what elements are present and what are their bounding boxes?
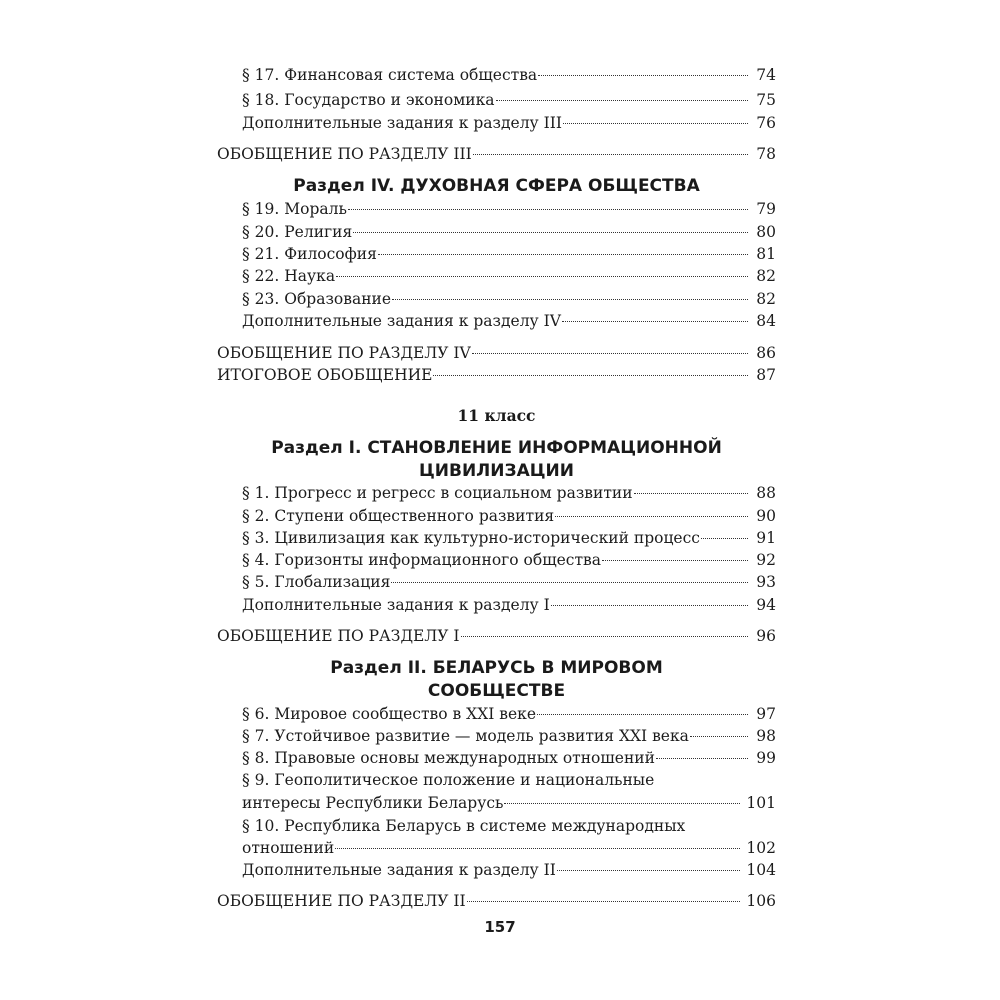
entry-title: Дополнительные задания к разделу IV <box>242 312 561 330</box>
entry-page: 88 <box>756 484 776 502</box>
entry-page: 94 <box>756 596 776 614</box>
grade-heading: 11 класс <box>457 406 536 425</box>
dot-leader <box>392 299 748 300</box>
entry-title: § 19. Мораль <box>242 200 347 218</box>
toc-entry <box>217 342 776 364</box>
entry-title: ОБОБЩЕНИЕ ПО РАЗДЕЛУ II <box>217 892 466 910</box>
entry-title: § 7. Устойчивое развитие — модель развития XXI века <box>242 727 689 745</box>
entry-title: Дополнительные задания к разделу III <box>242 114 562 132</box>
dot-leader <box>538 75 748 76</box>
section-heading-continued: СООБЩЕСТВЕ <box>427 681 566 701</box>
toc-entry <box>217 625 776 647</box>
dot-leader <box>656 758 748 759</box>
entry-title: Дополнительные задания к разделу I <box>242 596 550 614</box>
toc-entry <box>217 890 776 912</box>
toc-entry <box>217 143 776 165</box>
dot-leader <box>378 254 748 255</box>
entry-title: ОБОБЩЕНИЕ ПО РАЗДЕЛУ III <box>217 145 472 163</box>
entry-page: 97 <box>756 705 776 723</box>
entry-page: 75 <box>756 91 776 109</box>
entry-title: отношений <box>242 839 335 857</box>
entry-page: 91 <box>756 529 776 547</box>
dot-leader <box>496 100 748 101</box>
dot-leader <box>504 803 740 804</box>
toc-entry <box>242 703 776 725</box>
entry-title: § 22. Наука <box>242 267 336 285</box>
dot-leader <box>335 848 740 849</box>
entry-page: 84 <box>756 312 776 330</box>
entry-title: § 23. Образование <box>242 290 392 308</box>
dot-leader <box>690 736 748 737</box>
entry-page: 93 <box>756 573 776 591</box>
entry-page: 98 <box>756 727 776 745</box>
section-heading-continued: ЦИВИЛИЗАЦИИ <box>419 461 574 481</box>
toc-entry <box>242 549 776 571</box>
dot-leader <box>634 493 748 494</box>
dot-leader <box>348 209 748 210</box>
entry-page: 86 <box>756 344 776 362</box>
entry-page: 74 <box>756 66 776 84</box>
entry-page: 106 <box>746 892 776 910</box>
toc-entry <box>217 364 776 386</box>
section-heading: Раздел IV. ДУХОВНАЯ СФЕРА ОБЩЕСТВА <box>293 176 700 196</box>
toc-entry <box>242 89 776 111</box>
entry-page: 99 <box>756 749 776 767</box>
entry-page: 101 <box>746 794 776 812</box>
dot-leader <box>555 516 748 517</box>
dot-leader <box>551 605 748 606</box>
entry-title: § 21. Философия <box>242 245 377 263</box>
entry-page: 78 <box>756 145 776 163</box>
toc-entry <box>242 243 776 265</box>
dot-leader <box>391 582 748 583</box>
dot-leader <box>472 353 748 354</box>
entry-page: 81 <box>756 245 776 263</box>
toc-entry <box>242 221 776 243</box>
entry-title: § 20. Религия <box>242 223 353 241</box>
page-number: 157 <box>484 918 516 936</box>
entry-title: § 3. Цивилизация как культурно-исторический процесс <box>242 529 700 547</box>
entry-page: 102 <box>746 839 776 857</box>
entry-title: интересы Республики Беларусь <box>242 794 504 812</box>
entry-title: § 1. Прогресс и регресс в социальном развитии <box>242 484 633 502</box>
dot-leader <box>701 538 748 539</box>
entry-page: 87 <box>756 366 776 384</box>
toc-entry <box>242 527 776 549</box>
toc-entry <box>242 64 776 86</box>
dot-leader <box>562 321 748 322</box>
entry-title: § 17. Финансовая система общества <box>242 66 538 84</box>
toc-entry <box>242 198 776 220</box>
entry-page: 96 <box>756 627 776 645</box>
dot-leader <box>433 375 748 376</box>
entry-page: 90 <box>756 507 776 525</box>
entry-title-line: § 9. Геополитическое положение и национальные <box>242 771 655 789</box>
dot-leader <box>461 636 748 637</box>
entry-title: § 6. Мировое сообщество в XXI веке <box>242 705 537 723</box>
toc-entry <box>242 859 776 881</box>
entry-title-line: § 10. Республика Беларусь в системе международных <box>242 817 686 835</box>
dot-leader <box>467 901 741 902</box>
toc-entry <box>242 505 776 527</box>
entry-title: § 8. Правовые основы международных отношений <box>242 749 655 767</box>
toc-entry <box>242 571 776 593</box>
section-heading: Раздел II. БЕЛАРУСЬ В МИРОВОМ <box>330 658 663 678</box>
toc-entry <box>242 747 776 769</box>
entry-page: 92 <box>756 551 776 569</box>
entry-title: § 4. Горизонты информационного общества <box>242 551 602 569</box>
dot-leader <box>563 123 748 124</box>
dot-leader <box>336 276 748 277</box>
toc-entry <box>242 725 776 747</box>
entry-page: 80 <box>756 223 776 241</box>
dot-leader <box>537 714 748 715</box>
entry-page: 82 <box>756 290 776 308</box>
entry-title: § 5. Глобализация <box>242 573 391 591</box>
toc-entry <box>242 792 776 814</box>
entry-title: § 18. Государство и экономика <box>242 91 495 109</box>
entry-page: 82 <box>756 267 776 285</box>
entry-page: 104 <box>746 861 776 879</box>
dot-leader <box>602 560 748 561</box>
entry-title: ОБОБЩЕНИЕ ПО РАЗДЕЛУ IV <box>217 344 471 362</box>
toc-entry <box>242 265 776 287</box>
entry-page: 79 <box>756 200 776 218</box>
toc-entry <box>242 310 776 332</box>
dot-leader <box>557 870 741 871</box>
entry-title: Дополнительные задания к разделу II <box>242 861 556 879</box>
entry-page: 76 <box>756 114 776 132</box>
entry-title: ОБОБЩЕНИЕ ПО РАЗДЕЛУ I <box>217 627 460 645</box>
toc-entry <box>242 288 776 310</box>
entry-title: ИТОГОВОЕ ОБОБЩЕНИЕ <box>217 366 433 384</box>
section-heading: Раздел I. СТАНОВЛЕНИЕ ИНФОРМАЦИОННОЙ <box>271 438 722 458</box>
entry-title: § 2. Ступени общественного развития <box>242 507 555 525</box>
toc-entry <box>242 482 776 504</box>
dot-leader <box>353 232 748 233</box>
toc-entry <box>242 594 776 616</box>
dot-leader <box>473 154 748 155</box>
toc-entry <box>242 112 776 134</box>
toc-entry <box>242 837 776 859</box>
